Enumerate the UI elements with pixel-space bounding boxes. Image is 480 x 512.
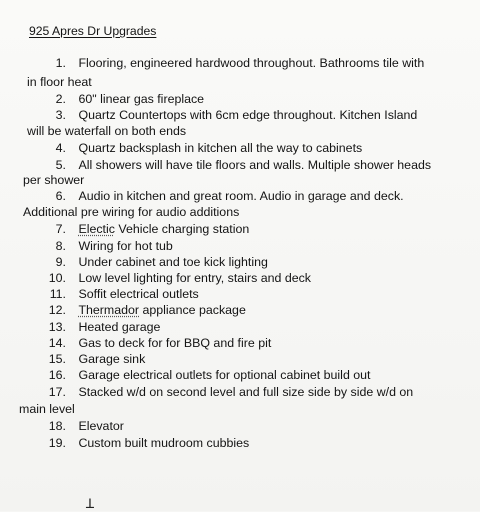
item-text: 60" linear gas fireplace [78, 92, 205, 106]
list-item [43, 384, 413, 400]
item-text: Custom built mudroom cubbies [78, 436, 250, 450]
list-item [43, 302, 246, 318]
list-item [43, 140, 362, 156]
list-item [43, 367, 371, 383]
item-number: 15. [48, 352, 66, 366]
item-number: 14. [48, 336, 66, 350]
item-number: 1. [55, 56, 66, 70]
item-number: 3. [55, 108, 66, 122]
item-text-misspelled: Thermador [78, 303, 140, 317]
item-text: Garage sink [78, 352, 146, 366]
item-number: 19. [48, 436, 66, 450]
item-number: 11. [49, 287, 66, 301]
item-number: 7. [55, 222, 66, 236]
list-item [43, 157, 431, 173]
item-text: appliance package [139, 303, 246, 317]
item-continuation: will be waterfall on both ends [27, 124, 187, 138]
list-item [43, 91, 204, 107]
list-item [43, 188, 404, 204]
list-item [43, 254, 268, 270]
item-number: 5. [55, 158, 66, 172]
item-number: 2. [55, 92, 66, 106]
item-number: 12. [48, 303, 66, 317]
item-number: 18. [48, 419, 66, 433]
item-text: Garage electrical outlets for optional cabinet build out [78, 368, 371, 382]
item-text: Vehicle charging station [114, 222, 250, 236]
item-number: 13. [48, 320, 66, 334]
item-number: 16. [48, 368, 66, 382]
list-item [43, 351, 145, 367]
item-continuation: in floor heat [27, 75, 92, 89]
list-item [43, 435, 249, 451]
list-item [43, 55, 424, 71]
item-text: Under cabinet and toe kick lighting [78, 255, 268, 269]
list-item [43, 221, 249, 237]
item-number: 6. [55, 189, 66, 203]
item-text-misspelled: Electic [78, 222, 115, 236]
item-number: 8. [55, 239, 66, 253]
list-item [43, 107, 417, 123]
item-text: Elevator [78, 419, 124, 433]
item-number: 9. [55, 255, 66, 269]
list-item [43, 270, 311, 286]
list-item [43, 418, 124, 434]
list-item [43, 238, 173, 254]
item-text: Gas to deck for for BBQ and fire pit [78, 336, 272, 350]
item-text: Stacked w/d on second level and full size side by side w/d on [78, 385, 414, 399]
item-text: Soffit electrical outlets [78, 287, 199, 301]
item-continuation: per shower [23, 173, 85, 187]
item-text: All showers will have tile floors and walls. Multiple shower heads [78, 158, 432, 172]
stray-mark: ꓕ [86, 496, 94, 511]
item-text: Wiring for hot tub [78, 239, 173, 253]
item-continuation: Additional pre wiring for audio additions [23, 205, 240, 219]
item-continuation: main level [19, 402, 75, 416]
item-text: Heated garage [78, 320, 161, 334]
item-text: Audio in kitchen and great room. Audio in garage and deck. [78, 189, 404, 203]
item-text: Quartz backsplash in kitchen all the way to cabinets [78, 141, 363, 155]
document-title: 925 Apres Dr Upgrades [29, 24, 157, 38]
item-number: 10. [48, 271, 66, 285]
list-item [43, 319, 160, 335]
item-number: 17. [48, 385, 66, 399]
list-item [43, 286, 199, 302]
list-item [43, 335, 271, 351]
item-text: Quartz Countertops with 6cm edge throughout. Kitchen Island [78, 108, 418, 122]
item-text: Low level lighting for entry, stairs and deck [78, 271, 312, 285]
item-number: 4. [55, 141, 66, 155]
item-text: Flooring, engineered hardwood throughout. Bathrooms tile with [78, 56, 425, 70]
